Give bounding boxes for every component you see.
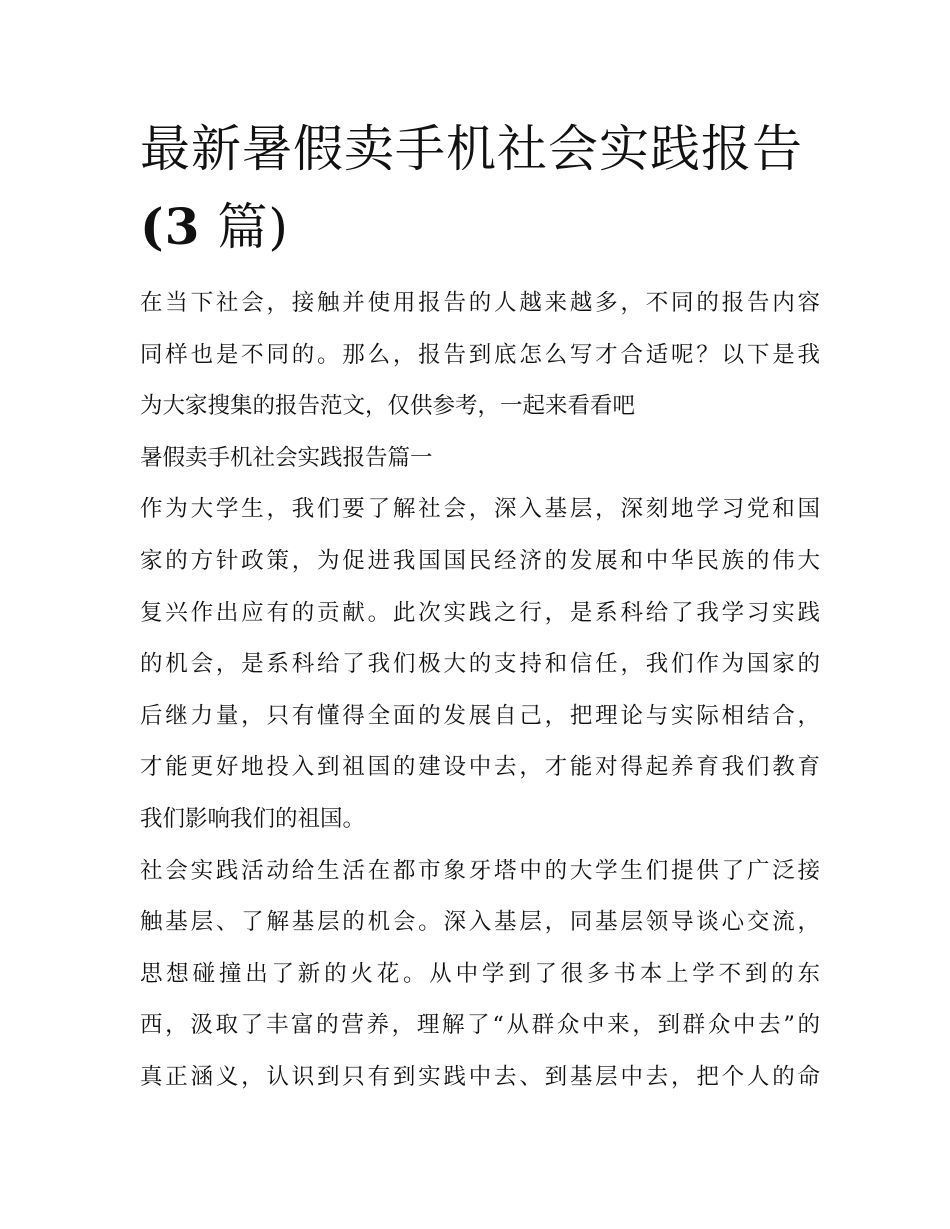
paragraph-line: 作为大学生，我们要了解社会，深入基层，深刻地学习党和国 bbox=[140, 496, 820, 523]
paragraph-line: 触基层、了解基层的机会。深入基层，同基层领导谈心交流， bbox=[140, 909, 820, 936]
paragraph-line: 为大家搜集的报告范文，仅供参考，一起来看看吧 bbox=[140, 393, 636, 420]
section-heading: 暑假卖手机社会实践报告篇一 bbox=[140, 444, 433, 471]
title-line-1: 最新暑假卖手机社会实践报告 bbox=[140, 120, 803, 178]
paragraph-line: 才能更好地投入到祖国的建设中去，才能对得起养育我们教育 bbox=[140, 754, 820, 781]
paragraph-line: 同样也是不同的。那么，报告到底怎么写才合适呢？以下是我 bbox=[140, 341, 820, 368]
document-body bbox=[140, 278, 820, 1104]
title-count-suffix: 篇) bbox=[217, 198, 289, 256]
paragraph-line: 真正涵义，认识到只有到实践中去、到基层中去，把个人的命 bbox=[140, 1063, 820, 1090]
title-count-prefix: (3 bbox=[140, 197, 201, 256]
paragraph-line: 后继力量，只有懂得全面的发展自己，把理论与实际相结合， bbox=[140, 702, 820, 729]
paragraph-line: 家的方针政策，为促进我国国民经济的发展和中华民族的伟大 bbox=[140, 547, 820, 574]
paragraph-line: 复兴作出应有的贡献。此次实践之行，是系科给了我学习实践 bbox=[140, 599, 820, 626]
paragraph-line: 西，汲取了丰富的营养，理解了“从群众中来，到群众中去”的 bbox=[140, 1012, 820, 1039]
paragraph-line: 的机会，是系科给了我们极大的支持和信任，我们作为国家的 bbox=[140, 651, 820, 678]
paragraph-line: 在当下社会，接触并使用报告的人越来越多，不同的报告内容 bbox=[140, 290, 820, 316]
paragraph-line: 思想碰撞出了新的火花。从中学到了很多书本上学不到的东 bbox=[140, 960, 820, 987]
paragraph-line: 我们影响我们的祖国。 bbox=[140, 805, 366, 832]
paragraph-line: 社会实践活动给生活在都市象牙塔中的大学生们提供了广泛接 bbox=[140, 857, 820, 884]
document-title bbox=[140, 110, 820, 266]
